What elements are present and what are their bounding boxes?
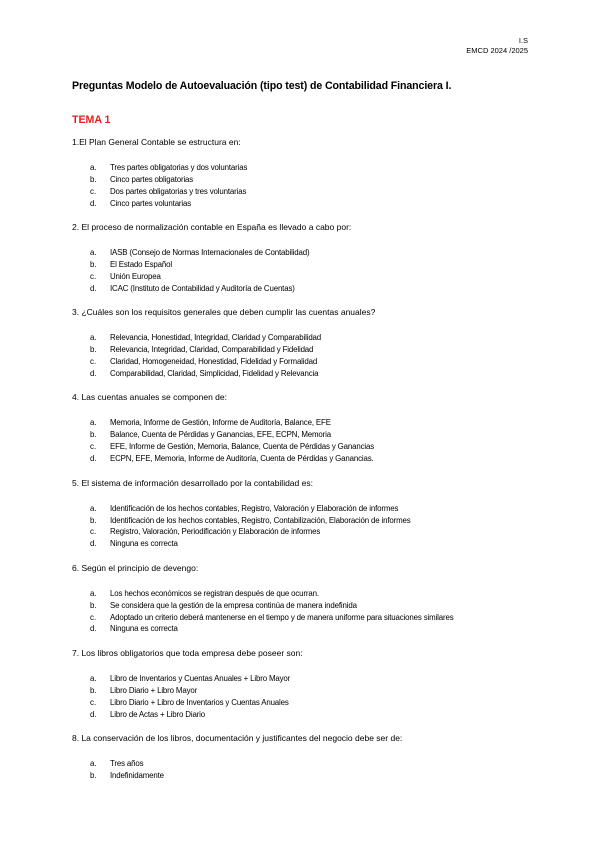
option-item [72, 453, 542, 465]
option-letter: b. [90, 600, 97, 610]
option-text: Cinco partes obligatorias [110, 174, 194, 184]
option-letter: c. [90, 186, 97, 196]
course-code: EMCD 2024 /2025 [466, 46, 528, 55]
option-text: Identificación de los hechos contables, Registro, Contabilización, Elaboración de informes [110, 515, 411, 525]
question [72, 392, 542, 465]
option-item [72, 271, 542, 283]
option-letter: a. [90, 503, 97, 513]
option-letter: d. [90, 624, 97, 634]
option-text: Balance, Cuenta de Pérdidas y Ganancias, EFE, ECPN, Memoria [110, 430, 331, 440]
option-item [72, 332, 542, 344]
option-item [72, 685, 542, 697]
question-text: 3. ¿Cuáles son los requisitos generales que deben cumplir las cuentas anuales? [72, 307, 376, 318]
option-item [72, 588, 542, 600]
option-letter: a. [90, 588, 97, 598]
section-heading: TEMA 1 [72, 114, 111, 126]
option-letter: c. [90, 697, 97, 707]
option-letter: a. [90, 418, 97, 428]
question-text: 1.El Plan General Contable se estructura en: [72, 137, 241, 147]
option-text: Memoria, Informe de Gestión, Informe de Auditoría, Balance, EFE [110, 418, 331, 428]
option-letter: b. [90, 345, 97, 355]
option-letter: c. [90, 612, 97, 622]
option-text: El Estado Español [110, 260, 172, 270]
option-text: Ninguna es correcta [110, 624, 178, 634]
option-text: EFE, Informe de Gestión, Memoria, Balance, Cuenta de Pérdidas y Ganancias [110, 442, 375, 452]
option-text: Libro de Actas + Libro Diario [110, 709, 205, 719]
option-item [72, 356, 542, 368]
option-text: Tres partes obligatorias y dos voluntarias [110, 163, 248, 172]
question-text: 7. Los libros obligatorios que toda empresa debe poseer son: [72, 647, 303, 658]
option-text: Libro Diario + Libro Mayor [110, 685, 198, 695]
option-text: Se considera que la gestión de la empresa continúa de manera indefinida [110, 600, 357, 610]
option-item [72, 283, 542, 295]
question [72, 137, 542, 210]
option-item [72, 697, 542, 709]
option-letter: c. [90, 442, 97, 452]
question [72, 563, 542, 636]
author-initials: I.S [518, 36, 528, 45]
option-item [72, 429, 542, 441]
option-text: Unión Europea [110, 271, 161, 281]
option-letter: b. [90, 685, 97, 695]
option-text: Libro de Inventarios y Cuentas Anuales + Libro Mayor [110, 673, 291, 683]
option-item [72, 538, 542, 550]
option-item [72, 673, 542, 685]
option-text: Tres años [110, 759, 144, 769]
option-letter: a. [90, 759, 97, 769]
option-letter: d. [90, 454, 97, 464]
document-title: Preguntas Modelo de Autoevaluación (tipo test) de Contabilidad Financiera I. [72, 80, 452, 92]
option-item [72, 174, 542, 186]
option-item [72, 758, 542, 770]
option-letter: d. [90, 539, 97, 549]
option-text: Ninguna es correcta [110, 539, 178, 549]
option-text: ICAC (Instituto de Contabilidad y Auditoría de Cuentas) [110, 283, 295, 293]
option-text: Relevancia, Integridad, Claridad, Comparabilidad y Fidelidad [110, 345, 314, 355]
option-letter: c. [90, 357, 97, 367]
page-header [466, 36, 528, 56]
option-letter: d. [90, 368, 97, 378]
option-text: Registro, Valoración, Periodificación y Elaboración de informes [110, 527, 321, 537]
option-text: Indefinidamente [110, 770, 164, 780]
option-letter: a. [90, 673, 97, 683]
option-list [72, 162, 542, 210]
option-letter: d. [90, 709, 97, 719]
option-letter: a. [90, 163, 97, 172]
option-item [72, 368, 542, 380]
option-item [72, 770, 542, 782]
question [72, 478, 542, 551]
question-list [72, 137, 542, 794]
option-text: Cinco partes voluntarias [110, 198, 192, 208]
option-item [72, 623, 542, 635]
option-letter: b. [90, 515, 97, 525]
question-text: 5. El sistema de información desarrollado por la contabilidad es: [72, 477, 313, 488]
option-item [72, 247, 542, 259]
option-list [72, 588, 542, 636]
option-text: Comparabilidad, Claridad, Simplicidad, Fidelidad y Relevancia [110, 368, 319, 378]
option-letter: b. [90, 430, 97, 440]
option-item [72, 162, 542, 174]
option-text: Claridad, Homogeneidad, Honestidad, Fidelidad y Formalidad [110, 357, 318, 367]
option-letter: d. [90, 198, 97, 208]
option-letter: a. [90, 248, 97, 258]
option-item [72, 612, 542, 624]
option-letter: b. [90, 770, 97, 780]
option-item [72, 526, 542, 538]
question [72, 733, 542, 782]
question [72, 222, 542, 295]
option-item [72, 186, 542, 198]
option-text: Libro Diario + Libro de Inventarios y Cuentas Anuales [110, 697, 289, 707]
option-letter: c. [90, 527, 97, 537]
option-list [72, 758, 542, 782]
option-letter: c. [90, 271, 97, 281]
option-text: ECPN, EFE, Memoria, Informe de Auditoría, Cuenta de Pérdidas y Ganancias. [110, 454, 374, 464]
question-text: 6. Según el principio de devengo: [72, 562, 199, 573]
option-text: Identificación de los hechos contables, Registro, Valoración y Elaboración de informes [110, 503, 399, 513]
option-letter: a. [90, 333, 97, 343]
option-letter: b. [90, 260, 97, 270]
option-letter: b. [90, 174, 97, 184]
option-list [72, 332, 542, 380]
option-item [72, 515, 542, 527]
option-text: Dos partes obligatorias y tres voluntarias [110, 186, 247, 196]
option-list [72, 417, 542, 465]
question [72, 648, 542, 721]
option-text: Relevancia, Honestidad, Integridad, Claridad y Comparabilidad [110, 333, 322, 343]
option-letter: d. [90, 283, 97, 293]
option-item [72, 503, 542, 515]
option-text: Los hechos económicos se registran después de que ocurran. [110, 588, 319, 598]
option-text: Adoptado un criterio deberá mantenerse en el tiempo y de manera uniforme para situaciones similares [110, 612, 454, 622]
option-item [72, 417, 542, 429]
option-item [72, 259, 542, 271]
option-item [72, 709, 542, 721]
question [72, 307, 542, 380]
option-item [72, 600, 542, 612]
option-list [72, 673, 542, 721]
option-list [72, 503, 542, 551]
option-item [72, 198, 542, 210]
option-item [72, 441, 542, 453]
question-text: 8. La conservación de los libros, documentación y justificantes del negocio debe ser de: [72, 733, 403, 744]
question-text: 4. Las cuentas anuales se componen de: [72, 392, 227, 403]
option-list [72, 247, 542, 295]
question-text: 2. El proceso de normalización contable en España es llevado a cabo por: [72, 222, 352, 233]
option-text: IASB (Consejo de Normas Internacionales de Contabilidad) [110, 248, 310, 258]
option-item [72, 344, 542, 356]
